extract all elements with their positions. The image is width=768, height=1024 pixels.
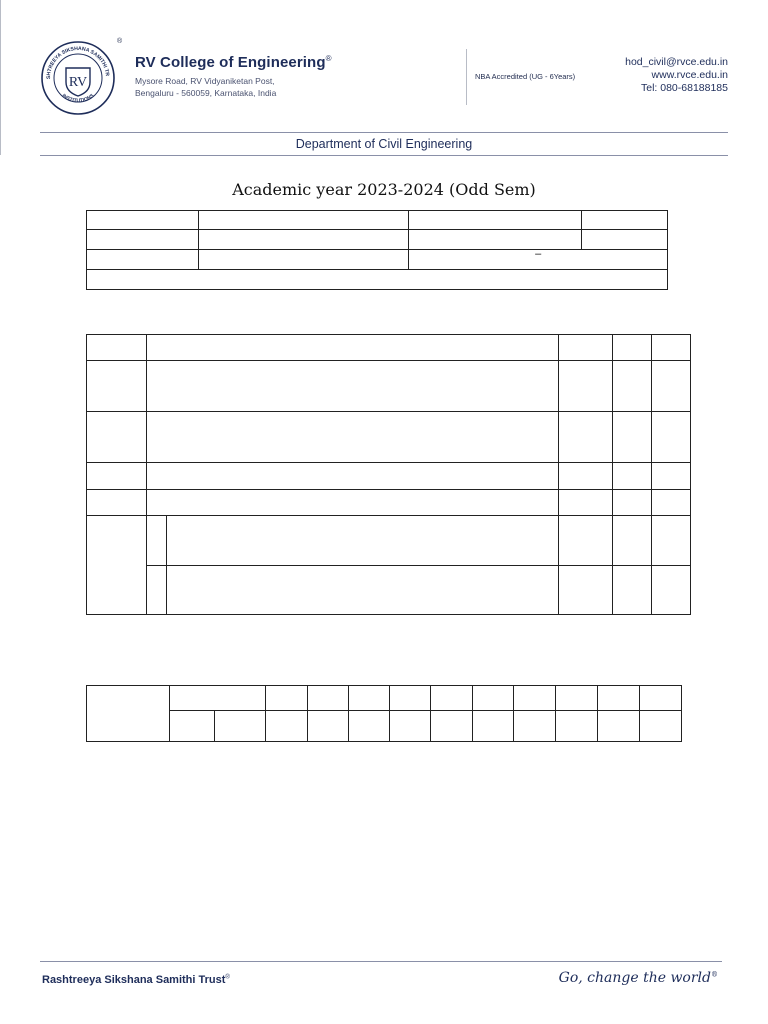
- table-cell: [307, 711, 348, 742]
- table-cell: [431, 711, 473, 742]
- table-cell: [559, 490, 613, 516]
- email-link[interactable]: hod_civil@rvce.edu.in: [625, 56, 728, 68]
- table-cell: [639, 711, 681, 742]
- table-cell: [265, 711, 307, 742]
- table-row: [87, 270, 668, 290]
- table-cell: [652, 463, 691, 490]
- table-cell: [652, 361, 691, 412]
- course-info-table: [86, 210, 668, 290]
- table-cell: [198, 250, 409, 270]
- table-cell: [556, 686, 598, 711]
- table-row: [87, 516, 691, 566]
- table-cell: [409, 230, 582, 250]
- svg-text:INSTITUTIONS: [61, 93, 96, 104]
- footer-tagline: [559, 970, 718, 986]
- table-cell: [87, 686, 170, 742]
- table-cell: [514, 686, 556, 711]
- table-cell: [613, 463, 652, 490]
- table-cell: [87, 463, 147, 490]
- table-cell: [87, 490, 147, 516]
- table-cell: [166, 516, 558, 566]
- college-reg-mark: ®: [325, 54, 332, 63]
- table-row: [87, 361, 691, 412]
- website-link[interactable]: www.rvce.edu.in: [651, 69, 728, 81]
- table-cell: [307, 686, 348, 711]
- table-cell: [169, 686, 265, 711]
- table-cell: [87, 516, 147, 615]
- table-cell: [473, 686, 514, 711]
- table-cell: [598, 686, 640, 711]
- table-row: [87, 412, 691, 463]
- table-cell: [613, 490, 652, 516]
- table-cell: [390, 711, 431, 742]
- logo-reg-mark: ®: [117, 38, 123, 45]
- table-cell: [146, 463, 558, 490]
- academic-year-heading: Academic year 2023-2024 (Odd Sem): [232, 180, 536, 199]
- footer-rule: [40, 961, 722, 962]
- table-row: [87, 250, 668, 270]
- table-row: [87, 686, 682, 711]
- table-cell: [87, 211, 199, 230]
- table-cell: [556, 711, 598, 742]
- table-cell: [559, 412, 613, 463]
- table-cell: [473, 711, 514, 742]
- table-cell: [146, 412, 558, 463]
- table-cell: [87, 335, 147, 361]
- table-cell: [214, 711, 265, 742]
- table-cell: [348, 686, 390, 711]
- table-cell: [613, 516, 652, 566]
- table-cell: [390, 686, 431, 711]
- tagline-text: Go, change the world: [558, 970, 711, 986]
- table-cell: [652, 516, 691, 566]
- table-cell: [652, 566, 691, 615]
- table-cell: [559, 361, 613, 412]
- trust-name-text: Rashtreeya Sikshana Samithi Trust: [42, 974, 226, 986]
- table-cell-dash: –: [409, 250, 668, 270]
- table-cell: [265, 686, 307, 711]
- accreditation-text: NBA Accredited (UG - 6Years): [475, 72, 576, 81]
- table-row: [87, 490, 691, 516]
- table-cell: [146, 516, 166, 566]
- table-cell: [431, 686, 473, 711]
- table-cell: [559, 335, 613, 361]
- questions-table: [86, 334, 691, 615]
- table-cell: [639, 686, 681, 711]
- table-row: [87, 230, 668, 250]
- table-cell: [166, 566, 558, 615]
- header-rule-bottom: [40, 155, 728, 156]
- table-cell: [348, 711, 390, 742]
- table-cell: [198, 211, 409, 230]
- trust-reg-mark: ®: [225, 974, 230, 981]
- table-cell: [514, 711, 556, 742]
- table-cell: [146, 361, 558, 412]
- address-line-1: Mysore Road, RV Vidyaniketan Post,: [135, 76, 275, 86]
- college-name-text: RV College of Engineering: [135, 54, 326, 71]
- table-cell: [613, 335, 652, 361]
- table-cell: [87, 361, 147, 412]
- table-cell: [559, 516, 613, 566]
- page-edge-line: [0, 0, 1, 155]
- logo-ring-text: SHTREEYA SIKSHANA SAMITHI TR: [45, 45, 110, 80]
- tagline-reg-mark: ®: [711, 970, 718, 979]
- table-cell: [169, 711, 214, 742]
- table-cell: [146, 490, 558, 516]
- table-cell: [87, 270, 668, 290]
- marks-table: [86, 685, 682, 742]
- header-rule-top: [40, 132, 728, 133]
- table-row: [87, 711, 682, 742]
- college-logo: [40, 40, 116, 116]
- table-row: [87, 211, 668, 230]
- table-cell: [582, 211, 668, 230]
- table-cell: [559, 463, 613, 490]
- address-line-2: Bengaluru - 560059, Karnataka, India: [135, 88, 277, 98]
- table-cell: [87, 412, 147, 463]
- table-cell: [652, 335, 691, 361]
- table-cell: [613, 361, 652, 412]
- table-cell: [613, 412, 652, 463]
- table-row: [87, 463, 691, 490]
- logo-monogram: RV: [68, 75, 88, 90]
- table-cell: [613, 566, 652, 615]
- logo-bottom-text: INSTITUTIONS: [60, 92, 96, 105]
- table-cell: [582, 230, 668, 250]
- table-cell: [598, 711, 640, 742]
- table-cell: [198, 230, 409, 250]
- header-vertical-divider: [466, 49, 467, 105]
- table-cell: [652, 490, 691, 516]
- svg-text:RASHTREEYA SIKSHANA SAMITHI TR: [40, 40, 110, 79]
- footer-trust-name: [42, 974, 230, 986]
- table-row: [87, 566, 691, 615]
- phone-number: Tel: 080-68188185: [641, 82, 728, 94]
- college-name: [135, 54, 332, 71]
- table-cell: [652, 412, 691, 463]
- table-cell: [146, 566, 166, 615]
- table-row: [87, 335, 691, 361]
- table-cell: [87, 250, 199, 270]
- table-cell: [87, 230, 199, 250]
- table-cell: [146, 335, 558, 361]
- table-cell: [409, 211, 582, 230]
- table-cell: [559, 566, 613, 615]
- department-name: Department of Civil Engineering: [295, 137, 473, 151]
